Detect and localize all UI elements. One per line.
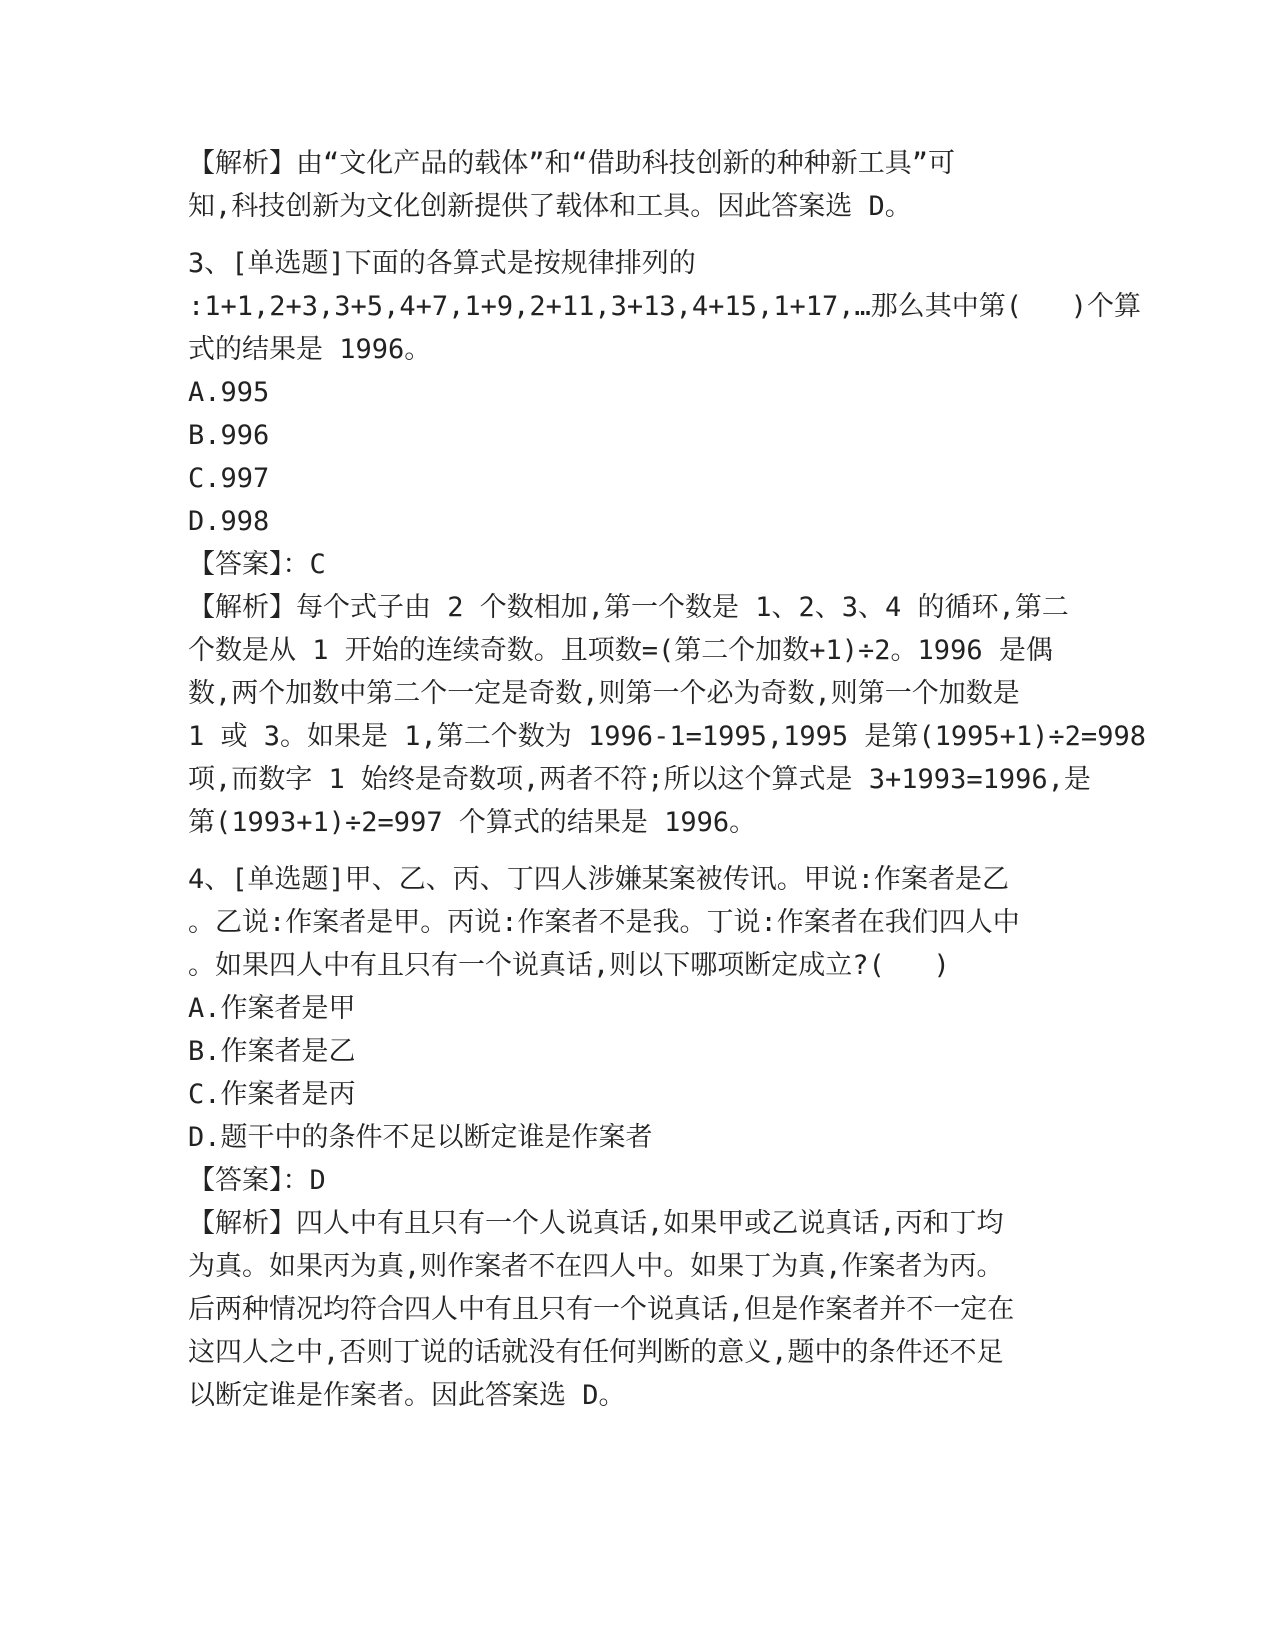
option-b: B.作案者是乙 [188, 1036, 356, 1067]
option-d: D.题干中的条件不足以断定谁是作案者 [188, 1122, 653, 1153]
option-list [188, 987, 1088, 1159]
q2-analysis [188, 142, 1088, 228]
question-3 [188, 242, 1146, 844]
option-a: A.995 [188, 377, 270, 408]
analysis-line: 后两种情况均符合四人中有且只有一个说真话,但是作案者并不一定在 [188, 1294, 1015, 1325]
option-c: C.作案者是丙 [188, 1079, 356, 1110]
analysis [188, 1202, 1088, 1417]
analysis-line: 这四人之中,否则丁说的话就没有任何判断的意义,题中的条件还不足 [188, 1337, 1004, 1368]
analysis-line: 【解析】四人中有且只有一个人说真话,如果甲或乙说真话,丙和丁均 [188, 1208, 1004, 1239]
stem-line: 3、[单选题]下面的各算式是按规律排列的 [188, 248, 696, 279]
analysis-line: 个数是从 1 开始的连续奇数。且项数=(第二个加数+1)÷2。1996 是偶 [188, 635, 1053, 666]
analysis [188, 586, 1146, 844]
analysis-line: 【解析】由“文化产品的载体”和“借助科技创新的种种新工具”可 [188, 148, 956, 179]
question-stem [188, 242, 1142, 371]
analysis-line: 第(1993+1)÷2=997 个算式的结果是 1996。 [188, 807, 757, 838]
answer: 【答案】：C [188, 549, 326, 580]
analysis-line: 为真。如果丙为真,则作案者不在四人中。如果丁为真,作案者为丙。 [188, 1251, 1004, 1282]
option-c: C.997 [188, 463, 270, 494]
analysis-line: 知,科技创新为文化创新提供了载体和工具。因此答案选 D。 [188, 191, 912, 222]
question-stem [188, 858, 1088, 987]
analysis-line: 以断定谁是作案者。因此答案选 D。 [188, 1380, 626, 1411]
stem-line: 式的结果是 1996。 [188, 334, 432, 365]
answer: 【答案】：D [188, 1165, 326, 1196]
analysis-line: 【解析】每个式子由 2 个数相加,第一个数是 1、2、3、4 的循环,第二 [188, 592, 1069, 623]
stem-line: 。如果四人中有且只有一个说真话,则以下哪项断定成立?( ) [188, 950, 950, 981]
analysis-line: 数,两个加数中第二个一定是奇数,则第一个必为奇数,则第一个加数是 [188, 678, 1020, 709]
document-page [188, 142, 1146, 1417]
stem-line: :1+1,2+3,3+5,4+7,1+9,2+11,3+13,4+15,1+17,…那么其中第( )个算 [188, 291, 1142, 322]
option-list [188, 371, 1088, 543]
analysis-line: 1 或 3。如果是 1,第二个数为 1996-1=1995,1995 是第(1995+1)÷2=998 [188, 721, 1146, 752]
stem-line: 4、[单选题]甲、乙、丙、丁四人涉嫌某案被传讯。甲说:作案者是乙 [188, 864, 1010, 895]
option-d: D.998 [188, 506, 270, 537]
stem-line: 。乙说:作案者是甲。丙说:作案者不是我。丁说:作案者在我们四人中 [188, 907, 1020, 938]
option-a: A.作案者是甲 [188, 993, 356, 1024]
analysis-line: 项,而数字 1 始终是奇数项,两者不符;所以这个算式是 3+1993=1996,是 [188, 764, 1091, 795]
option-b: B.996 [188, 420, 270, 451]
question-4 [188, 858, 1088, 1417]
